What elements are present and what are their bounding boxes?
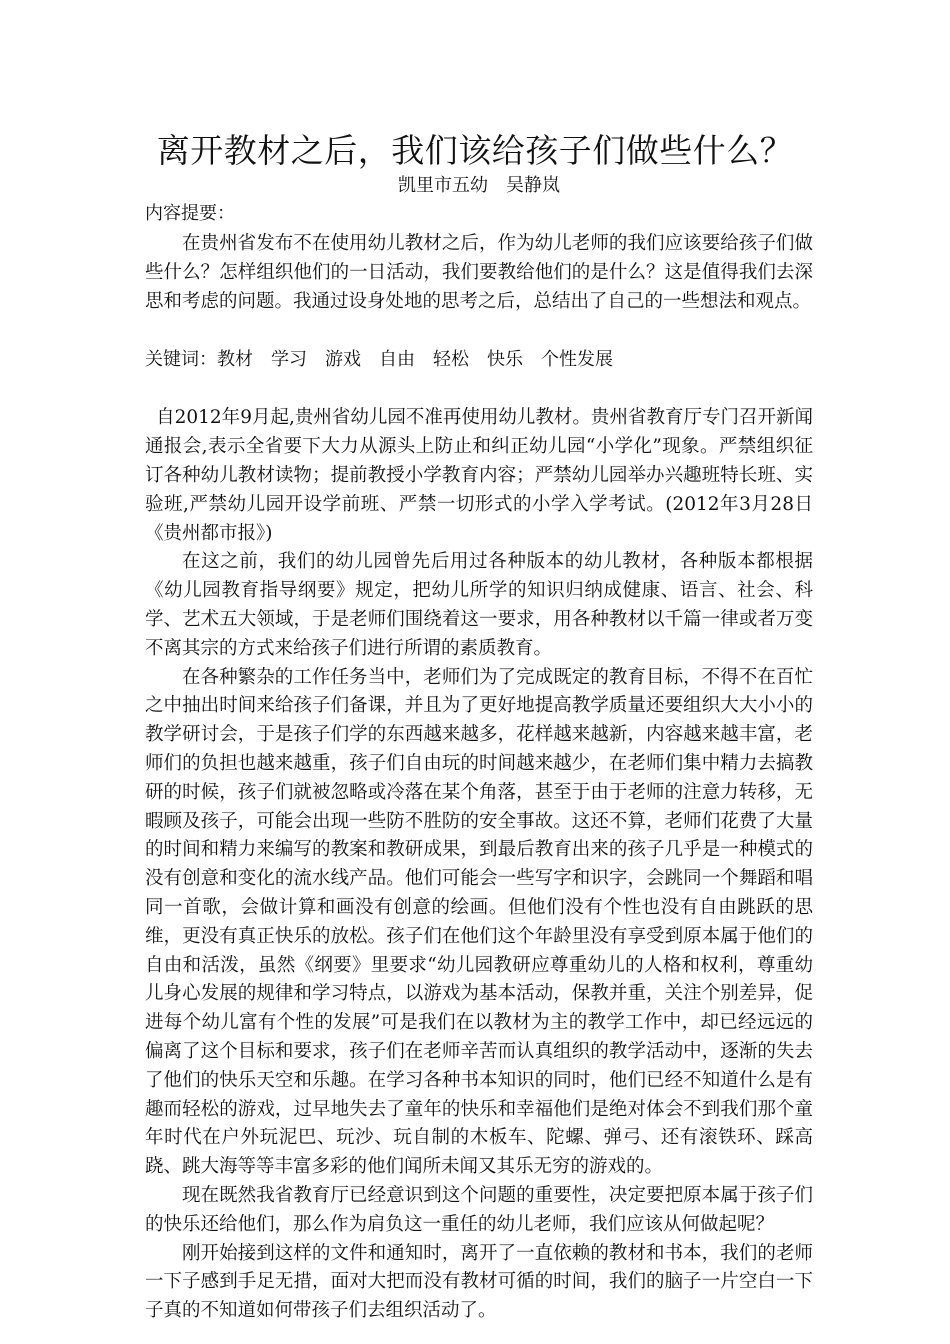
keyword: 教材 bbox=[217, 349, 253, 371]
keyword: 轻松 bbox=[433, 349, 469, 371]
body-paragraph: 在这之前，我们的幼儿园曾先后用过各种版本的幼儿教材，各种版本都根据《幼儿园教育指导纲要》规定，把幼儿所学的知识归纳成健康、语言、社会、科学、艺术五大领域，于是老师们围绕着这一要求，用各种教材以千篇一律或者万变不离其宗的方式来给孩子们进行所谓的素质教育。 bbox=[145, 551, 813, 659]
body-paragraph: 现在既然我省教育厅已经意识到这个问题的重要性，决定要把原本属于孩子们的快乐还给他们，那么作为肩负这一重任的幼儿老师，我们应该从何做起呢？ bbox=[145, 1184, 813, 1235]
body-paragraph: 自2012年9月起,贵州省幼儿园不准再使用幼儿教材。贵州省教育厅专门召开新闻通报会,表示全省要下大力从源头上防止和纠正幼儿园“小学化”现象。严禁组织征订各种幼儿教材读物；提前教授小学教育内容；严禁幼儿园举办兴趣班特长班、实验班,严禁幼儿园开设学前班、严禁一切形式的小学入学考试。(2012年3月28日《贵州都市报》) bbox=[145, 407, 813, 544]
document-title: 离开教材之后，我们该给孩子们做些什么？ bbox=[156, 131, 794, 170]
keyword: 学习 bbox=[271, 349, 307, 371]
keyword: 个性发展 bbox=[541, 349, 613, 371]
abstract-paragraph: 在贵州省发布不在使用幼儿教材之后，作为幼儿老师的我们应该要给孩子们做些什么？怎样组织他们的一日活动，我们要教给他们的是什么？这是值得我们去深思和考虑的问题。我通过设身处地的思考之后，总结出了自己的一些想法和观点。 bbox=[145, 233, 813, 312]
body-paragraph: 在各种繁杂的工作任务当中，老师们为了完成既定的教育目标，不得不在百忙之中抽出时间来给孩子们备课，并且为了更好地提高教学质量还要组织大大小小的教学研讨会，于是孩子们学的东西越来越多，花样越来越新，内容越来越丰富，老师们的负担也越来越重，孩子们自由玩的时间越来越少，在老师们集中精力去搞教研的时候，孩子们就被忽略或冷落在某个角落，甚至于由于老师的注意力转移，无暇顾及孩子，可能会出现一些防不胜防的安全事故。这还不算，老师们花费了大量的时间和精力来编写的教案和教研成果，到最后教育出来的孩子几乎是一种模式的没有创意和变化的流水线产品。他们可能会一些写字和识字，会跳同一个舞蹈和唱同一首歌，会做计算和画没有创意的绘画。但他们没有个性也没有自由跳跃的思维，更没有真正快乐的放松。孩子们在他们这个年龄里没有享受到原本属于他们的自由和活泼，虽然《纲要》里要求“幼儿园教研应尊重幼儿的人格和权利，尊重幼儿身心发展的规律和学习特点，以游戏为基本活动，保教并重，关注个别差异，促进每个幼儿富有个性的发展”可是我们在以教材为主的教学工作中，却已经远远的偏离了这个目标和要求，孩子们在老师辛苦而认真组织的教学活动中，逐渐的失去了他们的快乐天空和乐趣。在学习各种书本知识的同时，他们已经不知道什么是有趣而轻松的游戏，过早地失去了童年的快乐和幸福他们是绝对体会不到我们那个童年时代在户外玩泥巴、玩沙、玩自制的木板车、陀螺、弹弓、还有滚铁环、踩高跷、跳大海等等丰富多彩的他们闻所未闻又其乐无穷的游戏的。 bbox=[145, 666, 813, 1178]
keywords-line bbox=[145, 346, 813, 374]
keywords-label: 关键词： bbox=[145, 349, 217, 371]
author-line: 凯里市五幼 吴静岚 bbox=[398, 175, 560, 196]
keyword: 自由 bbox=[379, 349, 415, 371]
keyword: 游戏 bbox=[325, 349, 361, 371]
body-paragraph: 刚开始接到这样的文件和通知时，离开了一直依赖的教材和书本，我们的老师一下子感到手足无措，面对大把而没有教材可循的时间，我们的脑子一片空白一下子真的不知道如何带孩子们去组织活动了。 bbox=[145, 1242, 813, 1322]
keyword: 快乐 bbox=[487, 349, 523, 371]
abstract-label: 内容提要： bbox=[145, 203, 235, 224]
document-page bbox=[145, 128, 813, 1326]
